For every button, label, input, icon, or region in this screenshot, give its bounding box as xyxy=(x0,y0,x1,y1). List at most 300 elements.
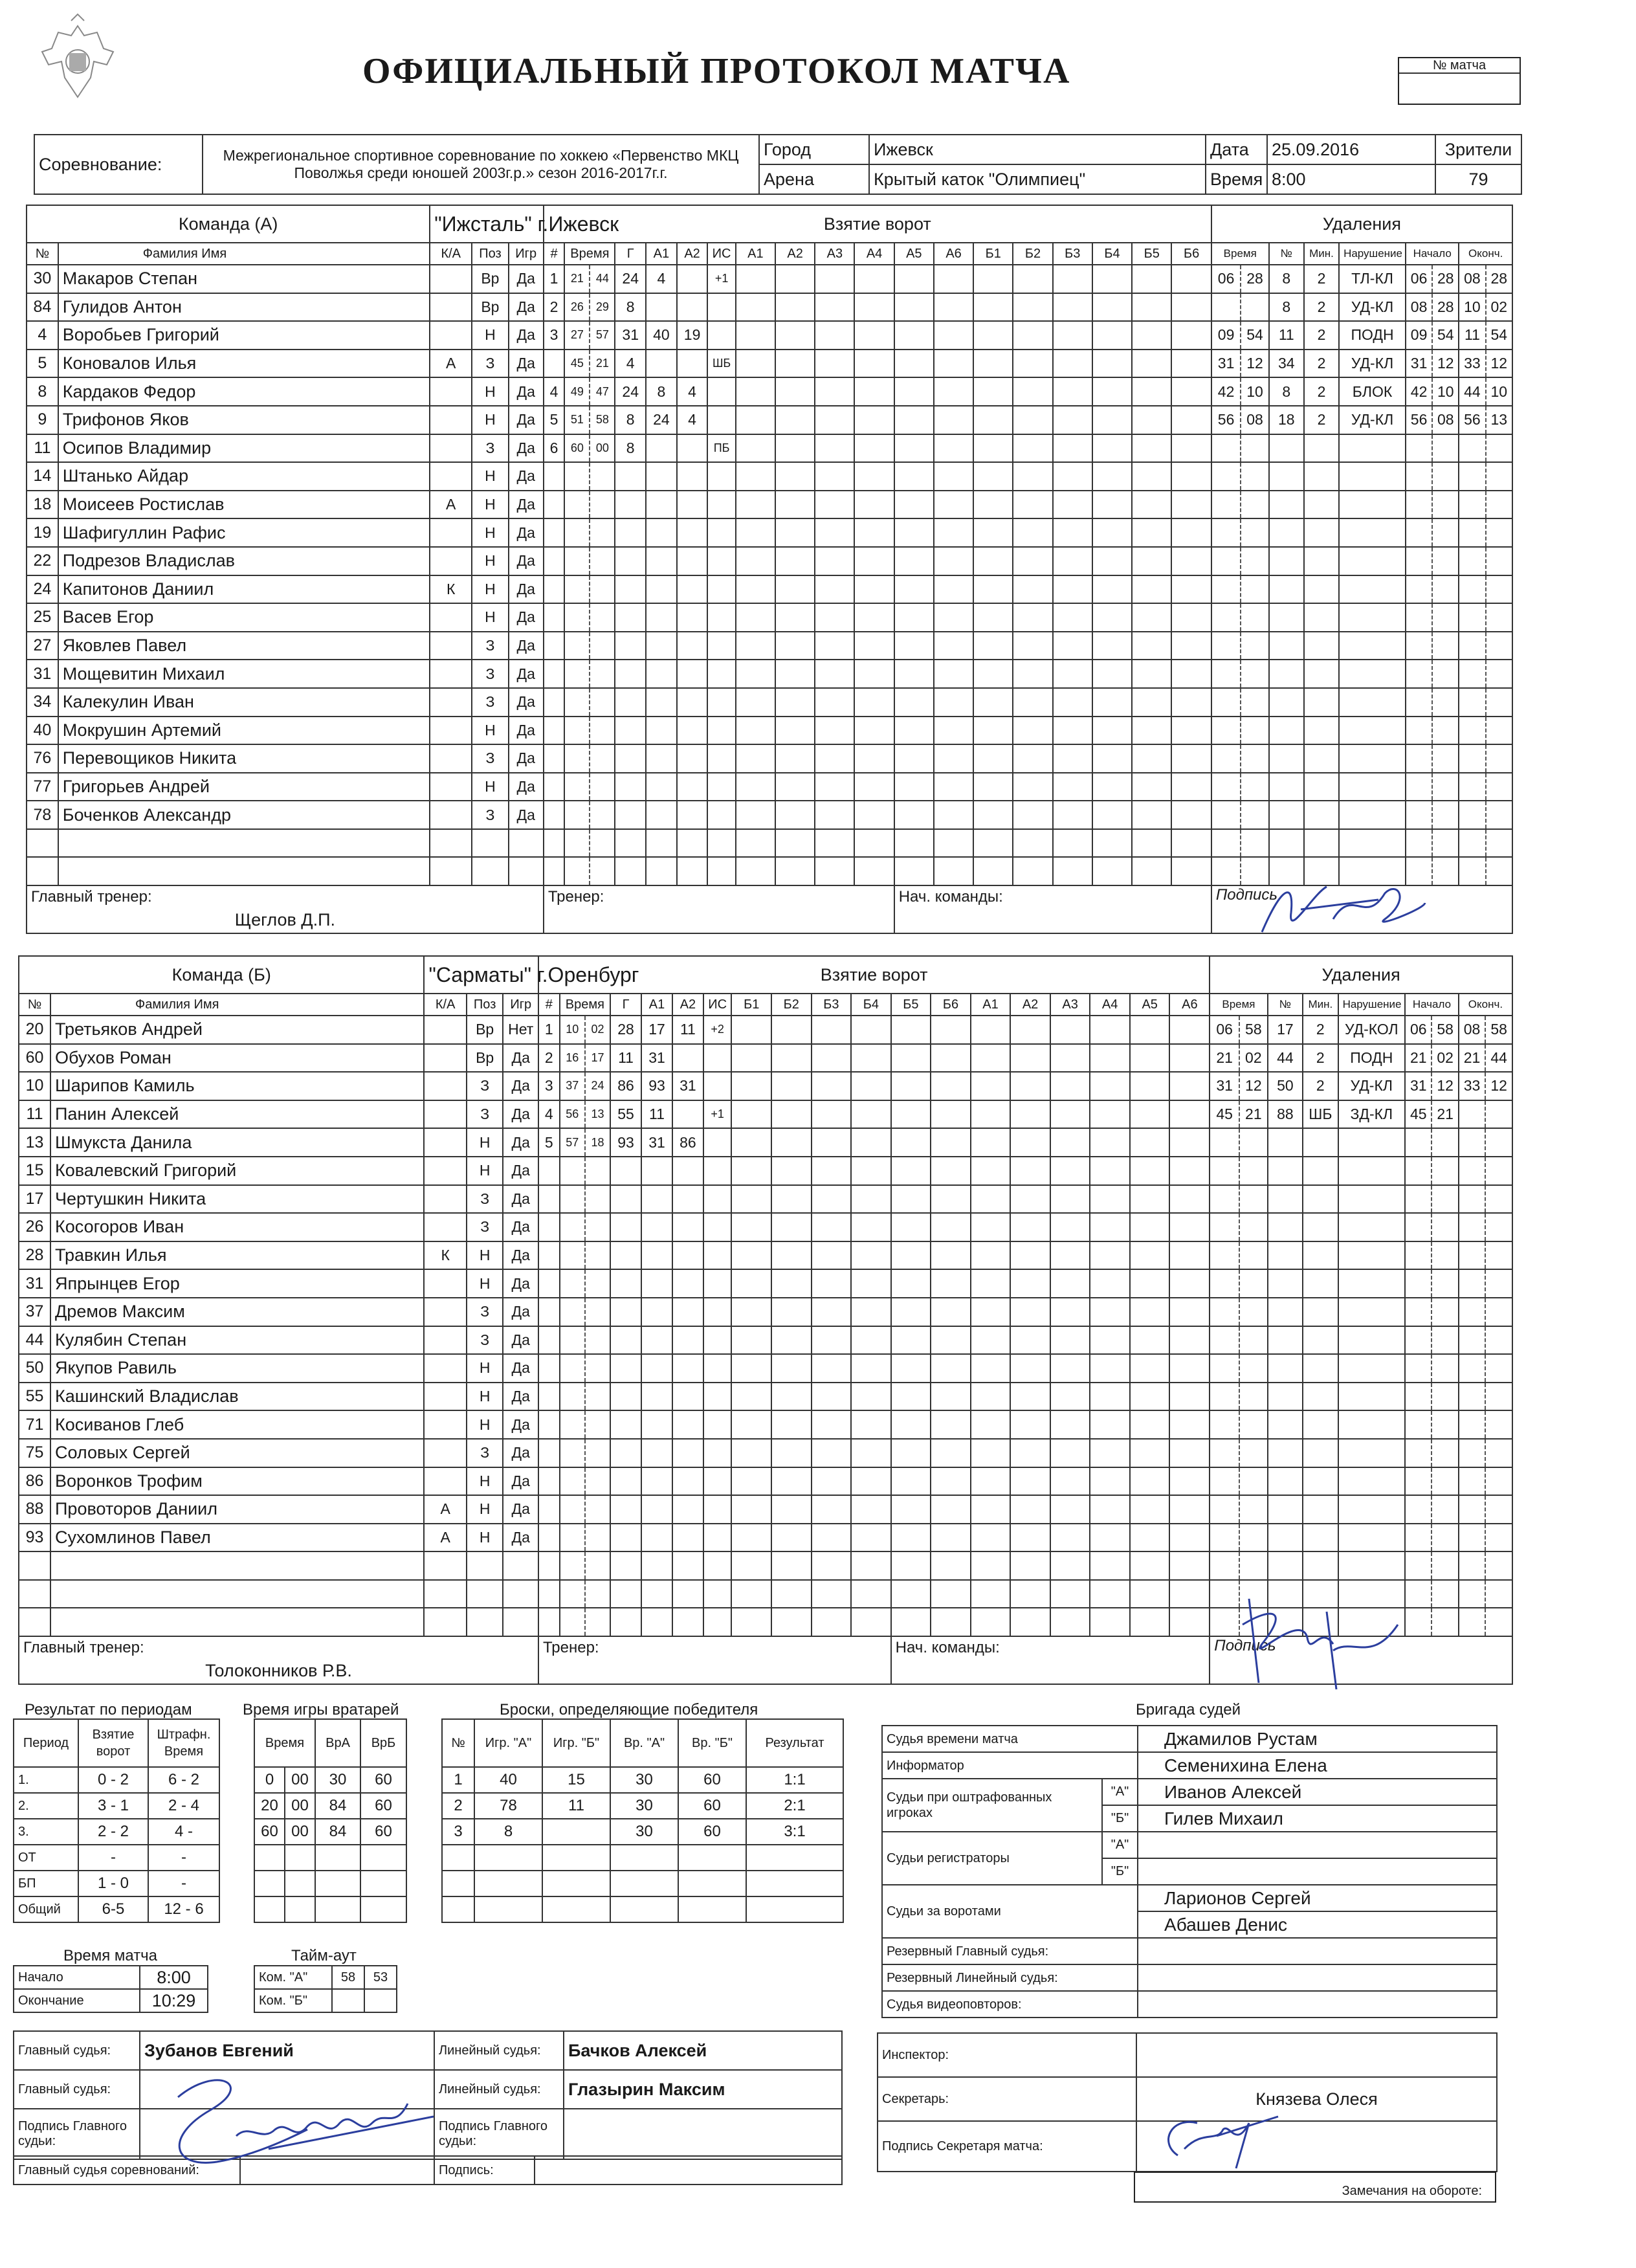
team-b-col-goal-2: Г xyxy=(610,994,641,1016)
on-ice-cell xyxy=(1169,1410,1210,1439)
on-ice-cell xyxy=(731,1213,771,1241)
team-a-protocol-table xyxy=(26,205,1513,934)
competition-chief-label: Главный судья соревнований: xyxy=(14,2156,240,2185)
on-ice-cell xyxy=(736,660,775,688)
player-position: Н xyxy=(472,462,508,491)
pen-minutes xyxy=(1303,1213,1338,1241)
on-ice-cell xyxy=(1013,265,1052,293)
on-ice-cell xyxy=(891,1326,931,1355)
goal-scorer xyxy=(610,1524,641,1552)
on-ice-cell xyxy=(931,1439,971,1467)
goal-assist-1 xyxy=(646,434,677,463)
on-ice-cell xyxy=(1130,1439,1170,1467)
on-ice-cell xyxy=(973,377,1013,406)
pen-foul xyxy=(1338,1410,1406,1439)
player-plays: Да xyxy=(503,1241,538,1270)
on-ice-cell xyxy=(815,717,854,745)
goal-scorer xyxy=(615,801,646,829)
pen-start-min xyxy=(1406,801,1432,829)
on-ice-cell xyxy=(1171,829,1211,858)
goal-minute xyxy=(564,603,590,632)
goal-minute xyxy=(560,1326,585,1355)
pen-second xyxy=(1239,1269,1268,1298)
pen-end-min xyxy=(1459,491,1485,519)
player-number: 20 xyxy=(19,1016,50,1044)
on-ice-cell xyxy=(934,377,973,406)
on-ice-cell xyxy=(812,1044,852,1073)
on-ice-cell xyxy=(854,293,894,322)
team-b-coach-value xyxy=(538,1658,891,1684)
results-period: 3. xyxy=(14,1819,78,1845)
goal-scorer xyxy=(615,660,646,688)
results-row xyxy=(14,1793,219,1819)
pen-end-sec: 12 xyxy=(1485,1072,1512,1100)
player-number: 31 xyxy=(19,1269,50,1298)
on-ice-cell xyxy=(1132,773,1171,801)
pen-start-min xyxy=(1405,1269,1432,1298)
pen-end-sec xyxy=(1485,1354,1512,1383)
on-ice-cell xyxy=(894,406,934,434)
on-ice-cell xyxy=(1171,773,1211,801)
on-ice-cell xyxy=(736,434,775,463)
results-col: Взятие ворот xyxy=(78,1719,148,1767)
pen-end-sec xyxy=(1485,1241,1512,1270)
on-ice-cell xyxy=(1013,829,1052,858)
shootout-res: 2:1 xyxy=(746,1793,843,1819)
on-ice-cell xyxy=(736,603,775,632)
pen-start-min xyxy=(1406,547,1432,575)
team-a-team-chief-value xyxy=(894,907,1211,933)
player-number: 40 xyxy=(27,717,58,745)
match-end-label: Окончание xyxy=(14,1989,140,2012)
goal-situation xyxy=(707,603,735,632)
on-ice-cell xyxy=(1013,491,1052,519)
player-captain xyxy=(430,773,472,801)
on-ice-cell xyxy=(1050,1072,1090,1100)
pen-start-min xyxy=(1406,518,1432,547)
goal-situation xyxy=(703,1551,732,1580)
player-number: 93 xyxy=(19,1524,50,1552)
pen-foul xyxy=(1338,1213,1406,1241)
pen-start-min xyxy=(1406,462,1432,491)
team-b-signature-label: Подпись xyxy=(1210,1636,1512,1684)
player-captain xyxy=(424,1100,466,1129)
pen-end-sec xyxy=(1485,1551,1512,1580)
player-number: 75 xyxy=(19,1439,50,1467)
on-ice-cell xyxy=(1010,1608,1050,1636)
pen-start-min: 08 xyxy=(1406,293,1432,322)
on-ice-cell xyxy=(771,1410,812,1439)
player-position: Н xyxy=(472,321,508,350)
goal-assist-2 xyxy=(677,350,708,378)
goal-assist-2 xyxy=(672,1298,703,1326)
goal-situation xyxy=(707,773,735,801)
pen-second xyxy=(1239,1467,1268,1496)
goal-minute xyxy=(564,829,590,858)
on-ice-cell xyxy=(1010,1439,1050,1467)
player-plays: Да xyxy=(503,1100,538,1129)
goal-minute: 49 xyxy=(564,377,590,406)
on-ice-cell xyxy=(894,717,934,745)
player-number: 10 xyxy=(19,1072,50,1100)
on-ice-cell xyxy=(854,857,894,885)
on-ice-cell xyxy=(1130,1326,1170,1355)
pen-minutes: 2 xyxy=(1303,1016,1338,1044)
on-ice-cell xyxy=(1132,801,1171,829)
shootout-res: 3:1 xyxy=(746,1819,843,1845)
goal-minute xyxy=(560,1298,585,1326)
on-ice-cell xyxy=(736,265,775,293)
pen-minutes xyxy=(1304,462,1339,491)
on-ice-cell xyxy=(894,603,934,632)
on-ice-cell xyxy=(1053,773,1092,801)
pen-start-sec xyxy=(1432,547,1459,575)
on-ice-cell xyxy=(1130,1016,1170,1044)
player-name: Боченков Александр xyxy=(58,801,430,829)
pen-end-min xyxy=(1459,632,1485,660)
pen-minutes xyxy=(1303,1354,1338,1383)
pen-start-sec xyxy=(1432,1213,1458,1241)
player-captain: А xyxy=(424,1495,466,1524)
goal-assist-2 xyxy=(672,1410,703,1439)
results-table xyxy=(13,1718,220,1923)
on-ice-cell xyxy=(1130,1044,1170,1073)
goal-assist-1 xyxy=(641,1185,672,1214)
on-ice-cell xyxy=(934,688,973,717)
pen-foul xyxy=(1339,801,1406,829)
on-ice-cell xyxy=(1130,1551,1170,1580)
pen-end-min: 08 xyxy=(1459,265,1485,293)
line-referee-1-label: Линейный судья: xyxy=(434,2031,564,2070)
goal-scorer xyxy=(610,1213,641,1241)
shootout-n xyxy=(442,1871,474,1896)
goal-assist-1 xyxy=(646,462,677,491)
goal-second: 02 xyxy=(585,1016,610,1044)
on-ice-cell xyxy=(1053,350,1092,378)
player-position: Н xyxy=(472,575,508,604)
on-ice-cell xyxy=(1010,1524,1050,1552)
goalie-col-a: ВрА xyxy=(315,1719,360,1767)
goal-assist-2 xyxy=(672,1213,703,1241)
goal-scorer: 8 xyxy=(615,406,646,434)
secretary-label: Секретарь: xyxy=(878,2077,1136,2121)
on-ice-cell xyxy=(931,1128,971,1157)
pen-start-sec xyxy=(1432,1383,1458,1411)
goal-assist-2 xyxy=(672,1157,703,1185)
player-number: 60 xyxy=(19,1044,50,1073)
player-plays xyxy=(503,1608,538,1636)
goal-second xyxy=(585,1157,610,1185)
on-ice-cell xyxy=(1130,1354,1170,1383)
goal-number xyxy=(538,1157,560,1185)
on-ice-cell xyxy=(934,434,973,463)
city-value: Ижевск xyxy=(869,135,1206,164)
results-penalty: 12 - 6 xyxy=(148,1896,219,1922)
on-ice-cell xyxy=(1130,1213,1170,1241)
on-ice-cell xyxy=(894,350,934,378)
team-a-col-onice: Б2 xyxy=(1013,243,1052,265)
on-ice-cell xyxy=(1013,603,1052,632)
on-ice-cell xyxy=(894,575,934,604)
pen-start-min xyxy=(1405,1157,1432,1185)
on-ice-cell xyxy=(891,1241,931,1270)
player-plays: Да xyxy=(503,1298,538,1326)
goal-minute xyxy=(560,1524,585,1552)
line-referee-1-value: Бачков Алексей xyxy=(564,2031,842,2070)
team-b-row xyxy=(19,1524,1512,1552)
on-ice-cell xyxy=(931,1072,971,1100)
pen-second xyxy=(1239,1128,1268,1157)
player-position xyxy=(467,1551,503,1580)
on-ice-cell xyxy=(1090,1495,1130,1524)
goal-minute xyxy=(560,1439,585,1467)
on-ice-cell xyxy=(854,801,894,829)
timeout-table xyxy=(254,1965,397,2013)
on-ice-cell xyxy=(775,293,815,322)
goal-assist-2 xyxy=(672,1439,703,1467)
on-ice-cell xyxy=(1132,406,1171,434)
goal-assist-2 xyxy=(677,518,708,547)
goal-situation xyxy=(703,1072,732,1100)
pen-start-sec xyxy=(1432,632,1459,660)
on-ice-cell xyxy=(815,491,854,519)
on-ice-cell xyxy=(854,491,894,519)
pen-foul: УД-КОЛ xyxy=(1338,1016,1406,1044)
pen-start-sec xyxy=(1432,660,1459,688)
competition-label: Соревнование: xyxy=(34,135,203,194)
player-plays: Да xyxy=(509,632,544,660)
sign-label: Подпись: xyxy=(434,2156,535,2185)
player-captain xyxy=(424,1467,466,1496)
on-ice-cell xyxy=(1171,434,1211,463)
on-ice-cell xyxy=(1013,744,1052,773)
goal-number: 3 xyxy=(544,321,565,350)
official-name xyxy=(1138,1858,1497,1885)
pen-end-min: 21 xyxy=(1459,1044,1485,1073)
player-number: 44 xyxy=(19,1326,50,1355)
on-ice-cell xyxy=(1053,434,1092,463)
goal-assist-2 xyxy=(672,1241,703,1270)
official-name xyxy=(1138,1964,1497,1991)
on-ice-cell xyxy=(971,1298,1011,1326)
goal-assist-1 xyxy=(641,1524,672,1552)
goal-assist-1: 93 xyxy=(641,1072,672,1100)
pen-minute xyxy=(1211,491,1241,519)
on-ice-cell xyxy=(1092,350,1132,378)
pen-minute xyxy=(1211,688,1241,717)
pen-minutes xyxy=(1304,744,1339,773)
on-ice-cell xyxy=(1053,377,1092,406)
goalie-a: 84 xyxy=(315,1793,360,1819)
goal-assist-1 xyxy=(646,603,677,632)
on-ice-cell xyxy=(894,632,934,660)
player-plays: Да xyxy=(503,1524,538,1552)
pen-player xyxy=(1269,491,1304,519)
pen-start-min: 09 xyxy=(1406,321,1432,350)
goalie-row xyxy=(254,1793,406,1819)
shootout-row xyxy=(442,1767,843,1793)
on-ice-cell xyxy=(1169,1354,1210,1383)
goal-assist-1 xyxy=(641,1580,672,1608)
player-name: Чертушкин Никита xyxy=(50,1185,424,1214)
goal-assist-1 xyxy=(641,1467,672,1496)
shootout-gb: 60 xyxy=(678,1767,746,1793)
goal-second xyxy=(590,801,615,829)
goal-assist-2 xyxy=(677,801,708,829)
on-ice-cell xyxy=(1010,1100,1050,1129)
on-ice-cell xyxy=(1010,1410,1050,1439)
player-position: З xyxy=(472,660,508,688)
player-name: Гулидов Антон xyxy=(58,293,430,322)
on-ice-cell xyxy=(1132,434,1171,463)
on-ice-cell xyxy=(775,829,815,858)
goal-second xyxy=(590,575,615,604)
goal-situation xyxy=(703,1185,732,1214)
pen-minute xyxy=(1210,1213,1239,1241)
on-ice-cell xyxy=(775,632,815,660)
goal-second: 21 xyxy=(590,350,615,378)
pen-start-sec xyxy=(1432,1524,1458,1552)
on-ice-cell xyxy=(1171,547,1211,575)
on-ice-cell xyxy=(815,660,854,688)
pen-start-min: 31 xyxy=(1405,1072,1432,1100)
pen-end-min xyxy=(1459,801,1485,829)
player-number: 88 xyxy=(19,1495,50,1524)
goal-situation: +1 xyxy=(703,1100,732,1129)
on-ice-cell xyxy=(1090,1157,1130,1185)
player-position: Н xyxy=(472,377,508,406)
goal-number xyxy=(538,1439,560,1467)
pen-end-sec xyxy=(1485,1100,1512,1129)
on-ice-cell xyxy=(1050,1213,1090,1241)
pen-minute xyxy=(1210,1269,1239,1298)
on-ice-cell xyxy=(1013,406,1052,434)
player-plays xyxy=(509,829,544,858)
goal-assist-2 xyxy=(672,1185,703,1214)
goal-number xyxy=(544,491,565,519)
on-ice-cell xyxy=(971,1016,1011,1044)
pen-minute xyxy=(1211,547,1241,575)
on-ice-cell xyxy=(971,1495,1011,1524)
goal-assist-1: 11 xyxy=(641,1100,672,1129)
on-ice-cell xyxy=(771,1128,812,1157)
shootout-col: Вр. "А" xyxy=(610,1719,678,1767)
player-plays: Да xyxy=(503,1383,538,1411)
on-ice-cell xyxy=(812,1495,852,1524)
official-name: Иванов Алексей xyxy=(1138,1779,1497,1805)
goal-assist-2 xyxy=(672,1326,703,1355)
pen-start-min: 42 xyxy=(1406,377,1432,406)
pen-end-min xyxy=(1459,829,1485,858)
pen-start-sec xyxy=(1432,744,1459,773)
player-name: Мокрушин Артемий xyxy=(58,717,430,745)
on-ice-cell xyxy=(1010,1467,1050,1496)
goal-scorer: 8 xyxy=(615,434,646,463)
goal-situation xyxy=(703,1326,732,1355)
on-ice-cell xyxy=(1090,1185,1130,1214)
player-plays: Да xyxy=(509,603,544,632)
on-ice-cell xyxy=(1132,518,1171,547)
goal-second xyxy=(585,1213,610,1241)
goal-scorer xyxy=(610,1157,641,1185)
on-ice-cell xyxy=(771,1467,812,1496)
on-ice-cell xyxy=(1171,377,1211,406)
pen-minute xyxy=(1210,1157,1239,1185)
goal-number: 1 xyxy=(538,1016,560,1044)
pen-player xyxy=(1269,547,1304,575)
pen-second xyxy=(1241,518,1268,547)
player-position xyxy=(472,857,508,885)
team-b-head-coach-label: Главный тренер: xyxy=(19,1636,538,1658)
goal-scorer xyxy=(610,1608,641,1636)
arena-label: Арена xyxy=(759,164,869,194)
on-ice-cell xyxy=(771,1044,812,1073)
pen-start-sec: 12 xyxy=(1432,1072,1458,1100)
goal-number: 1 xyxy=(544,265,565,293)
goal-minute xyxy=(564,857,590,885)
goal-number: 6 xyxy=(544,434,565,463)
pen-minutes xyxy=(1304,773,1339,801)
player-captain xyxy=(430,406,472,434)
player-plays: Да xyxy=(503,1213,538,1241)
pen-end-sec: 10 xyxy=(1486,377,1512,406)
player-number: 24 xyxy=(27,575,58,604)
on-ice-cell xyxy=(851,1185,891,1214)
pen-start-min xyxy=(1406,632,1432,660)
on-ice-cell xyxy=(731,1269,771,1298)
team-b-col-pen-end: Оконч. xyxy=(1459,994,1512,1016)
team-a-block xyxy=(26,205,1513,934)
goal-number xyxy=(538,1410,560,1439)
on-ice-cell xyxy=(1090,1241,1130,1270)
on-ice-cell xyxy=(1013,801,1052,829)
team-a-row xyxy=(27,717,1512,745)
goalie-row xyxy=(254,1871,406,1896)
goal-assist-1 xyxy=(641,1495,672,1524)
pen-minute xyxy=(1210,1241,1239,1270)
pen-second: 54 xyxy=(1241,321,1268,350)
player-name xyxy=(50,1551,424,1580)
pen-minutes xyxy=(1303,1495,1338,1524)
pen-end-sec xyxy=(1486,547,1512,575)
team-a-name: "Ижсталь" г.Ижевск xyxy=(430,205,544,243)
on-ice-cell xyxy=(1132,717,1171,745)
goal-minute: 37 xyxy=(560,1072,585,1100)
on-ice-cell xyxy=(891,1580,931,1608)
pen-start-sec xyxy=(1432,1269,1458,1298)
goal-situation: ПБ xyxy=(707,434,735,463)
on-ice-cell xyxy=(812,1524,852,1552)
on-ice-cell xyxy=(1169,1241,1210,1270)
goal-scorer xyxy=(610,1185,641,1214)
goal-assist-1 xyxy=(646,518,677,547)
pen-minute: 06 xyxy=(1210,1016,1239,1044)
player-plays xyxy=(503,1551,538,1580)
results-penalty: 2 - 4 xyxy=(148,1793,219,1819)
goal-assist-2 xyxy=(672,1608,703,1636)
pen-minutes xyxy=(1304,688,1339,717)
goal-minute: 16 xyxy=(560,1044,585,1073)
goal-second xyxy=(585,1439,610,1467)
team-a-col-pen-end: Оконч. xyxy=(1459,243,1512,265)
on-ice-cell xyxy=(1053,688,1092,717)
on-ice-cell xyxy=(931,1157,971,1185)
goal-assist-2 xyxy=(672,1580,703,1608)
player-captain xyxy=(430,321,472,350)
on-ice-cell xyxy=(731,1410,771,1439)
pen-second xyxy=(1239,1326,1268,1355)
on-ice-cell xyxy=(1130,1128,1170,1157)
